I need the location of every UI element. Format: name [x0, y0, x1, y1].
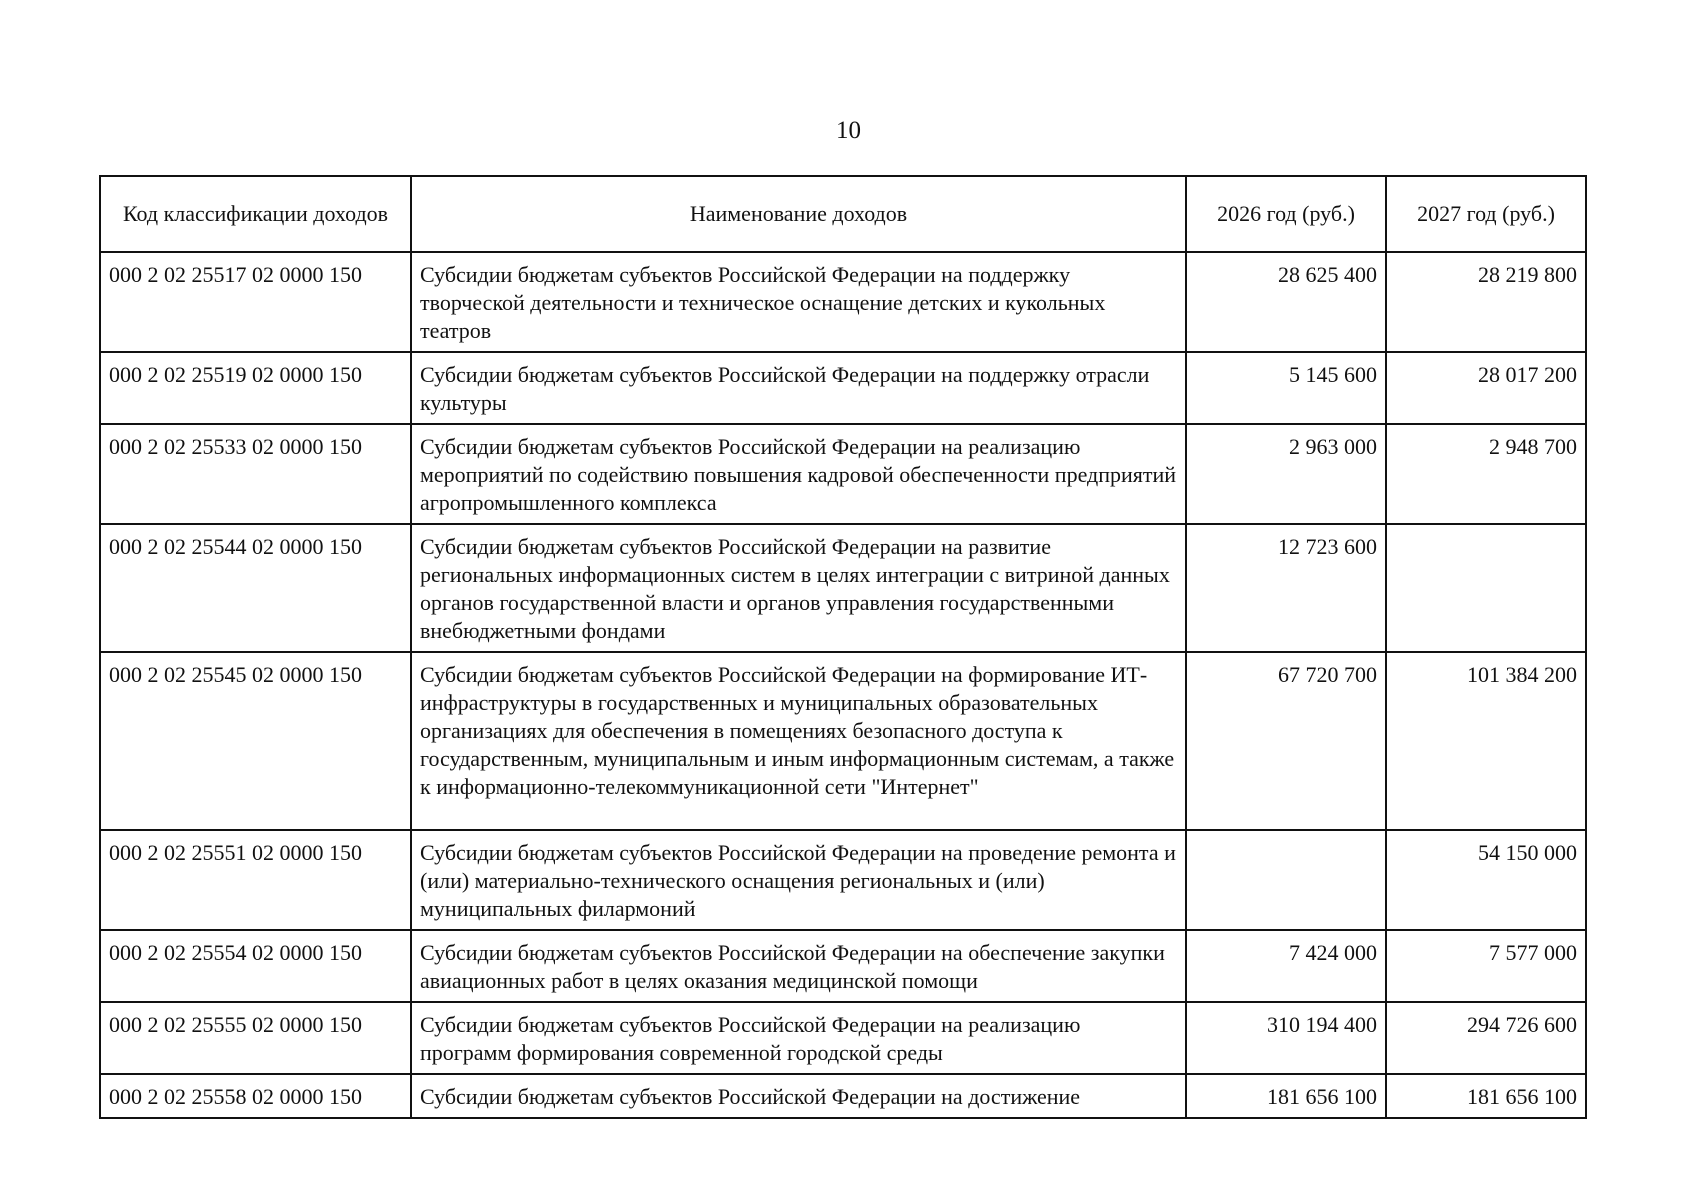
table-row — [100, 1002, 1586, 1074]
row-code: 000 2 02 25554 02 0000 150 — [100, 930, 411, 1002]
row-amount-2026 — [1186, 830, 1386, 930]
row-amount-2027: 28 219 800 — [1386, 252, 1586, 352]
row-name: Субсидии бюджетам субъектов Российской Федерации на поддержку отрасли культуры — [411, 352, 1186, 424]
row-code: 000 2 02 25551 02 0000 150 — [100, 830, 411, 930]
table-row — [100, 930, 1586, 1002]
table-row — [100, 424, 1586, 524]
row-code: 000 2 02 25519 02 0000 150 — [100, 352, 411, 424]
row-name: Субсидии бюджетам субъектов Российской Федерации на формирование ИТ-инфраструктуры в государственных и муниципальных образовательных организациях для обеспечения в помещениях безопасного доступа к государственным, муниципальным и иным информационным системам, а также к информационно-телекоммуникационной сети "Интернет" — [411, 652, 1186, 830]
row-amount-2026: 5 145 600 — [1186, 352, 1386, 424]
row-amount-2026: 67 720 700 — [1186, 652, 1386, 830]
row-code: 000 2 02 25545 02 0000 150 — [100, 652, 411, 830]
row-amount-2027: 2 948 700 — [1386, 424, 1586, 524]
row-amount-2026: 7 424 000 — [1186, 930, 1386, 1002]
row-code: 000 2 02 25544 02 0000 150 — [100, 524, 411, 652]
row-amount-2027 — [1386, 524, 1586, 652]
header-year-2027: 2027 год (руб.) — [1386, 176, 1586, 252]
row-code: 000 2 02 25533 02 0000 150 — [100, 424, 411, 524]
table-row — [100, 1074, 1586, 1118]
row-amount-2026: 28 625 400 — [1186, 252, 1386, 352]
header-name: Наименование доходов — [411, 176, 1186, 252]
row-code: 000 2 02 25517 02 0000 150 — [100, 252, 411, 352]
row-name: Субсидии бюджетам субъектов Российской Федерации на проведение ремонта и (или) материально-технического оснащения региональных и (или) муниципальных филармоний — [411, 830, 1186, 930]
header-code: Код классификации доходов — [100, 176, 411, 252]
row-amount-2026: 12 723 600 — [1186, 524, 1386, 652]
row-code: 000 2 02 25558 02 0000 150 — [100, 1074, 411, 1118]
row-amount-2027: 54 150 000 — [1386, 830, 1586, 930]
row-name: Субсидии бюджетам субъектов Российской Федерации на поддержку творческой деятельности и техническое оснащение детских и кукольных театров — [411, 252, 1186, 352]
row-name: Субсидии бюджетам субъектов Российской Федерации на достижение — [411, 1074, 1186, 1118]
row-amount-2026: 181 656 100 — [1186, 1074, 1386, 1118]
row-amount-2027: 7 577 000 — [1386, 930, 1586, 1002]
row-code: 000 2 02 25555 02 0000 150 — [100, 1002, 411, 1074]
row-name: Субсидии бюджетам субъектов Российской Федерации на развитие региональных информационных систем в целях интеграции с витриной данных органов государственной власти и органов управления государственными внебюджетными фондами — [411, 524, 1186, 652]
row-name: Субсидии бюджетам субъектов Российской Федерации на реализацию мероприятий по содействию повышения кадровой обеспеченности предприятий агропромышленного комплекса — [411, 424, 1186, 524]
row-amount-2026: 310 194 400 — [1186, 1002, 1386, 1074]
table-row — [100, 830, 1586, 930]
row-amount-2027: 101 384 200 — [1386, 652, 1586, 830]
revenue-table — [99, 175, 1587, 1119]
header-year-2026: 2026 год (руб.) — [1186, 176, 1386, 252]
row-amount-2027: 181 656 100 — [1386, 1074, 1586, 1118]
row-amount-2026: 2 963 000 — [1186, 424, 1386, 524]
row-name: Субсидии бюджетам субъектов Российской Федерации на реализацию программ формирования современной городской среды — [411, 1002, 1186, 1074]
row-amount-2027: 28 017 200 — [1386, 352, 1586, 424]
table-row — [100, 352, 1586, 424]
row-name: Субсидии бюджетам субъектов Российской Федерации на обеспечение закупки авиационных работ в целях оказания медицинской помощи — [411, 930, 1186, 1002]
table-row — [100, 524, 1586, 652]
row-amount-2027: 294 726 600 — [1386, 1002, 1586, 1074]
table-row — [100, 652, 1586, 830]
table-row — [100, 252, 1586, 352]
table-header-row — [100, 176, 1586, 252]
page-number: 10 — [836, 117, 861, 144]
